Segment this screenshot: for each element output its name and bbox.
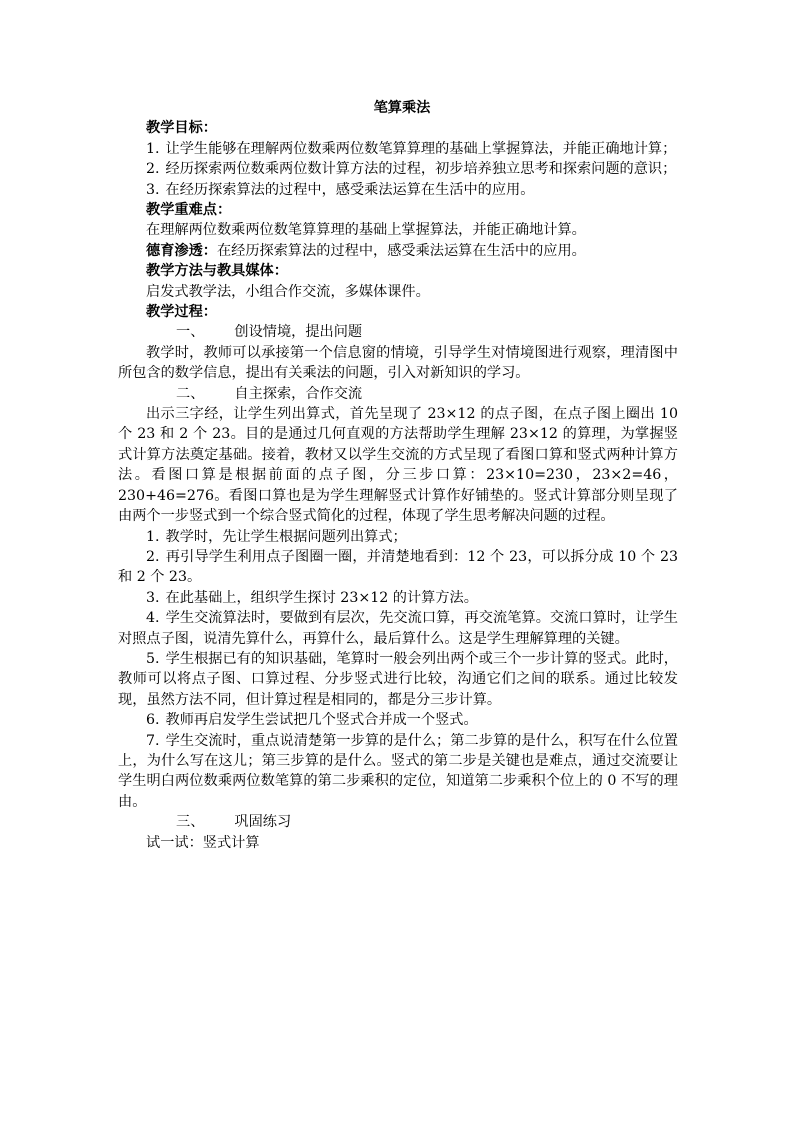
moral-text: 在经历探索算法的过程中，感受乘法运算在生活中的应用。 bbox=[216, 242, 586, 259]
methods-heading: 教学方法与教具媒体： bbox=[146, 263, 288, 280]
document-page bbox=[118, 98, 678, 853]
methods-text: 启发式教学法，小组合作交流，多媒体课件。 bbox=[146, 283, 430, 300]
section-2-paragraph: 出示三字经，让学生列出算式，首先呈现了 23×12 的点子图，在点子图上圈出 10 个 23 和 2 个 23。目的是通过几何直观的方法帮助学生理解 23×12 的算理，为掌握竖式计算方法奠定基础。接着，教材又以学生交流的方式呈现了看图口算和竖式两种计算方法。看图口算是根据前面的点子图，分三步口算：23×10=230，23×2=46，230+46=276。看图口算也是为学生理解竖式计算作好铺垫的。竖式计算部分则呈现了由两个一步竖式到一个综合竖式简化的过程，体现了学生思考解决问题的过程。 bbox=[118, 406, 678, 525]
goal-item-text: 让学生能够在理解两位数乘两位数笔算算理的基础上掌握算法，并能正确地计算； bbox=[165, 140, 677, 157]
goal-item-number: 1. bbox=[146, 140, 160, 157]
step-item-1 bbox=[118, 527, 678, 547]
step-text: 教师再启发学生尝试把几个竖式合并成一个竖式。 bbox=[165, 712, 478, 729]
section-number: 一、 bbox=[176, 324, 205, 341]
goal-item-text: 经历探索两位数乘两位数计算方法的过程，初步培养独立思考和探索问题的意识； bbox=[165, 161, 677, 178]
goals-heading: 教学目标： bbox=[146, 120, 217, 137]
difficulty-text: 在理解两位数乘两位数笔算算理的基础上掌握算法，并能正确地计算。 bbox=[146, 222, 586, 239]
step-number: 1. bbox=[146, 528, 160, 545]
section-heading-3 bbox=[118, 812, 678, 832]
step-text: 再引导学生利用点子图圈一圈，并清楚地看到：12 个 23，可以拆分成 10 个 23 和 2 个 23。 bbox=[118, 548, 678, 586]
goal-item-number: 3. bbox=[146, 181, 160, 198]
step-item-3 bbox=[118, 588, 678, 608]
goal-item-2 bbox=[118, 159, 678, 179]
step-text: 教学时，先让学生根据问题列出算式； bbox=[165, 528, 407, 545]
step-text: 在此基础上，组织学生探讨 23×12 的计算方法。 bbox=[165, 589, 478, 606]
step-item-2 bbox=[118, 547, 678, 588]
step-number: 2. bbox=[146, 548, 160, 565]
step-item-7 bbox=[118, 731, 678, 813]
step-text: 学生根据已有的知识基础，笔算时一般会列出两个或三个一步计算的竖式。此时，教师可以将点子图、口算过程、分步竖式进行比较，沟通它们之间的联系。通过比较发现，虽然方法不同，但计算过程是相同的，都是分三步计算。 bbox=[118, 650, 678, 708]
goal-item-number: 2. bbox=[146, 161, 160, 178]
section-1-paragraph: 教学时，教师可以承接第一个信息窗的情境，引导学生对情境图进行观察，理清图中所包含的数学信息，提出有关乘法的问题，引入对新知识的学习。 bbox=[118, 344, 678, 382]
goal-item-text: 在经历探索算法的过程中，感受乘法运算在生活中的应用。 bbox=[165, 181, 535, 198]
difficulty-heading: 教学重难点： bbox=[146, 202, 232, 219]
step-item-4 bbox=[118, 608, 678, 649]
moral-line bbox=[118, 241, 678, 261]
section-number: 三、 bbox=[176, 814, 205, 831]
step-number: 6. bbox=[146, 712, 160, 729]
step-text: 学生交流时，重点说清楚第一步算的是什么；第二步算的是什么，积写在什么位置上，为什么写在这儿；第三步算的是什么。竖式的第二步是关键也是难点，通过交流要让学生明白两位数乘两位数笔算的第二步乘积的定位，知道第二步乘积个位上的 0 不写的理由。 bbox=[118, 732, 678, 810]
goal-item-1 bbox=[118, 139, 678, 159]
step-item-5 bbox=[118, 649, 678, 710]
page-title: 笔算乘法 bbox=[373, 100, 431, 116]
step-item-6 bbox=[118, 710, 678, 730]
section-number: 二、 bbox=[176, 385, 205, 402]
step-number: 3. bbox=[146, 589, 160, 606]
step-number: 4. bbox=[146, 610, 160, 627]
section-heading-2 bbox=[118, 384, 678, 404]
step-number: 5. bbox=[146, 650, 160, 667]
section-title: 创设情境，提出问题 bbox=[234, 324, 363, 341]
moral-heading: 德育渗透： bbox=[146, 242, 217, 259]
step-text: 学生交流算法时，要做到有层次，先交流口算，再交流笔算。交流口算时，让学生对照点子图，说清先算什么，再算什么，最后算什么。这是学生理解算理的关键。 bbox=[118, 610, 678, 647]
goal-item-3 bbox=[118, 180, 678, 200]
process-heading: 教学过程： bbox=[146, 304, 217, 321]
section-3-paragraph: 试一试：竖式计算 bbox=[146, 834, 260, 851]
section-heading-1 bbox=[118, 322, 678, 342]
section-title: 巩固练习 bbox=[234, 814, 292, 831]
section-title: 自主探索，合作交流 bbox=[234, 385, 363, 402]
step-number: 7. bbox=[146, 732, 160, 749]
